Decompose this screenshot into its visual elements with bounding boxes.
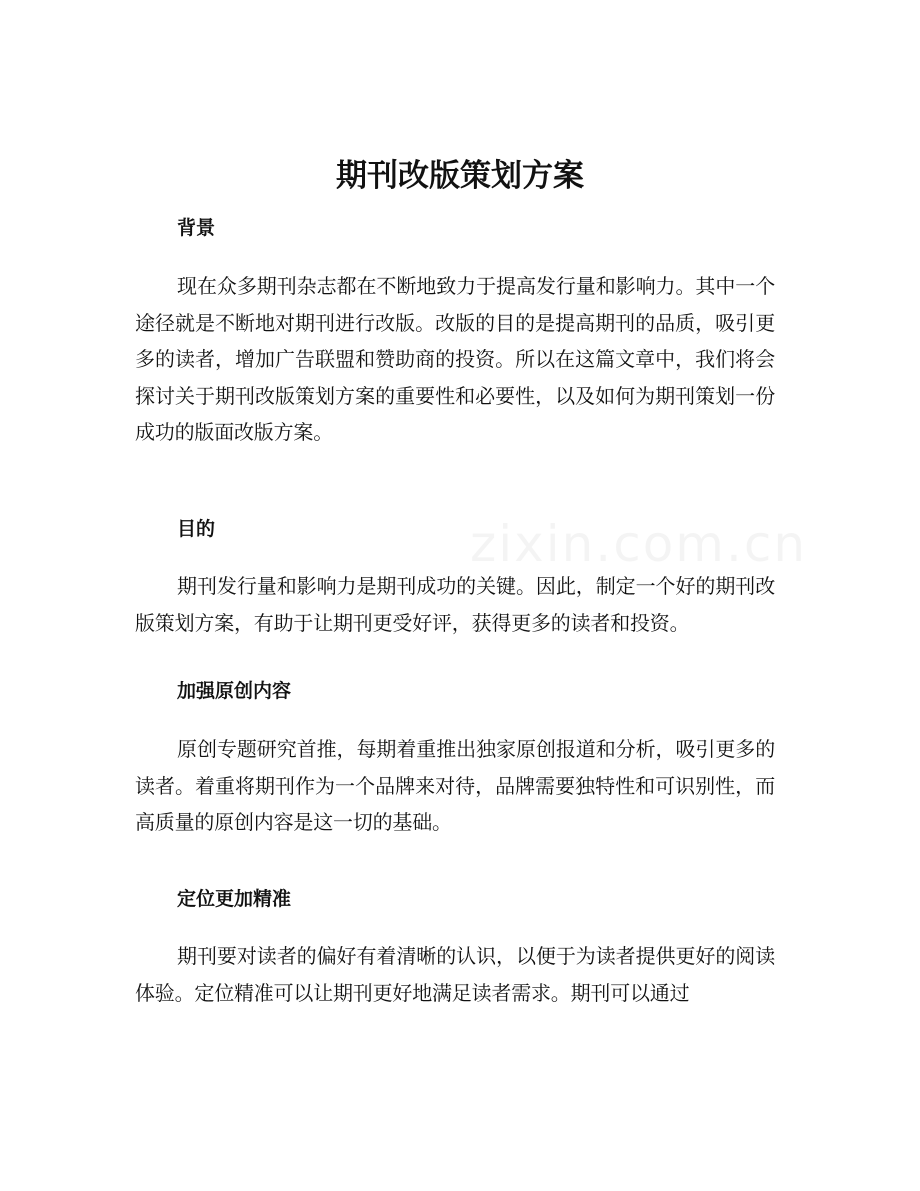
section-heading-original-content: 加强原创内容 — [177, 680, 292, 702]
section-paragraph-positioning: 期刊要对读者的偏好有着清晰的认识，以便于为读者提供更好的阅读体验。定位精准可以让期刊更好地满足读者需求。期刊可以通过 — [135, 944, 775, 1005]
section-paragraph-background: 现在众多期刊杂志都在不断地致力于提高发行量和影响力。其中一个途径就是不断地对期刊进行改版。改版的目的是提高期刊的品质，吸引更多的读者，增加广告联盟和赞助商的投资。所以在这篇文章中，我们将会探讨关于期刊改版策划方案的重要性和必要性，以及如何为期刊策划一份成功的版面改版方案。 — [135, 274, 775, 445]
section-heading-positioning: 定位更加精准 — [177, 888, 292, 910]
section-paragraph-original-content: 原创专题研究首推，每期着重推出独家原创报道和分析，吸引更多的读者。着重将期刊作为一个品牌来对待，品牌需要独特性和可识别性，而高质量的原创内容是这一切的基础。 — [135, 737, 775, 835]
watermark — [470, 515, 807, 573]
section-heading-purpose: 目的 — [177, 518, 216, 540]
section-heading-background: 背景 — [177, 217, 216, 239]
section-paragraph-purpose: 期刊发行量和影响力是期刊成功的关键。因此，制定一个好的期刊改版策划方案，有助于让期刊更受好评，获得更多的读者和投资。 — [135, 574, 775, 635]
document-title: 期刊改版策划方案 — [336, 158, 584, 194]
